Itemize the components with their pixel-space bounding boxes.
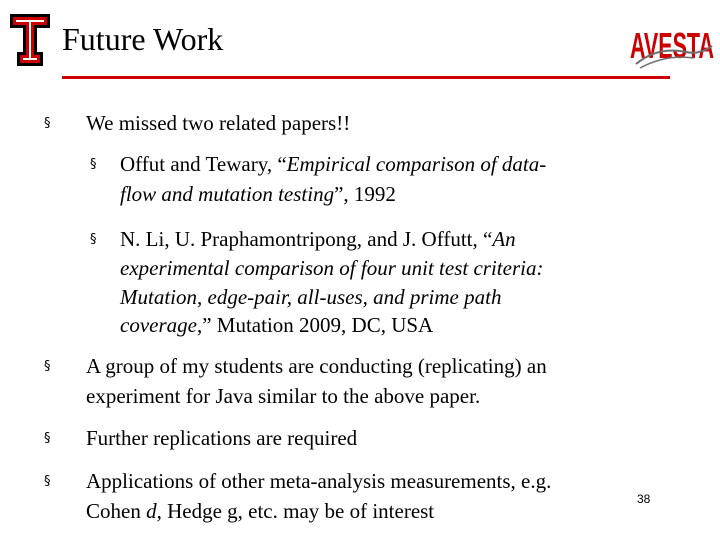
double-t-icon [8, 12, 52, 68]
sub-bullet-li-line3: Mutation, edge-pair, all-uses, and prime path [120, 285, 502, 309]
slide-title: Future Work [62, 21, 224, 57]
bullet-icon: § [44, 116, 51, 131]
bullet-students-line2: experiment for Java similar to the above paper. [86, 384, 481, 408]
sub-bullet-icon: § [90, 232, 97, 247]
avesta-logo-icon [628, 6, 716, 74]
sub-bullet-icon: § [90, 157, 97, 172]
page-number: 38 [637, 492, 651, 506]
bullet-icon: § [44, 359, 51, 374]
bullet-icon: § [44, 474, 51, 489]
bullet-missed-papers: We missed two related papers!! [86, 111, 351, 135]
bullet-meta-analysis-line1: Applications of other meta-analysis measurements, e.g. [86, 469, 552, 493]
sub-bullet-offut-line1: Offut and Tewary, “Empirical comparison of data- [120, 152, 547, 176]
bullet-icon: § [44, 431, 51, 446]
texas-tech-logo [8, 12, 52, 68]
sub-bullet-li-line4: coverage,” Mutation 2009, DC, USA [120, 313, 434, 337]
avesta-logo [628, 6, 716, 74]
sub-bullet-offut-line2: flow and mutation testing”, 1992 [120, 182, 396, 206]
title-underline-rule [62, 76, 670, 79]
bullet-students-line1: A group of my students are conducting (replicating) an [86, 354, 547, 378]
sub-bullet-li-line2: experimental comparison of four unit test criteria: [120, 256, 544, 280]
bullet-meta-analysis-line2: Cohen d, Hedge g, etc. may be of interest [86, 499, 435, 523]
avesta-logo-text: AVESTA [630, 25, 714, 66]
sub-bullet-li-line1: N. Li, U. Praphamontripong, and J. Offutt, “An [120, 227, 516, 251]
bullet-replications: Further replications are required [86, 426, 358, 450]
